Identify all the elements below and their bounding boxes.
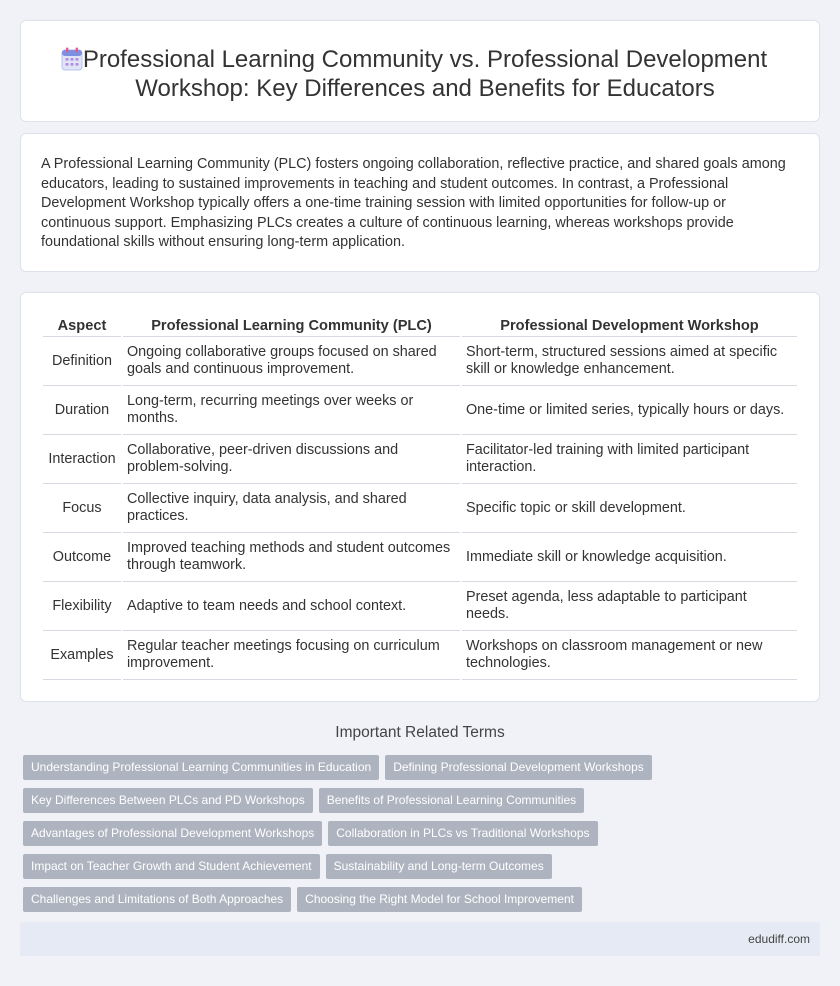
row-aspect: Flexibility (43, 582, 121, 631)
related-term-link[interactable]: Challenges and Limitations of Both Approaches (23, 887, 291, 912)
row-aspect: Definition (43, 337, 121, 386)
related-terms-title: Important Related Terms (335, 724, 505, 741)
row-aspect: Outcome (43, 533, 121, 582)
related-term-link[interactable]: Defining Professional Development Workshops (385, 755, 652, 780)
row-plc: Long-term, recurring meetings over weeks or months. (123, 386, 460, 435)
page-title: Professional Learning Community vs. Professional Development Workshop: Key Differences and Benefits for Educators (82, 46, 768, 102)
table-row (43, 484, 797, 533)
row-aspect: Focus (43, 484, 121, 533)
row-plc: Collective inquiry, data analysis, and shared practices. (123, 484, 460, 533)
related-term-link[interactable]: Collaboration in PLCs vs Traditional Workshops (328, 821, 597, 846)
table-row (43, 435, 797, 484)
comparison-table (41, 315, 799, 680)
footer-site-link[interactable]: edudiff.com (748, 932, 810, 946)
intro-paragraph: A Professional Learning Community (PLC) fosters ongoing collaboration, reflective practice, and shared goals among educators, leading to sustained improvements in teaching and student outcomes. In contrast, a Professional Development Workshop typically offers a one-time training session with limited opportunities for follow-up or continuous support. Emphasizing PLCs creates a culture of continuous learning, whereas workshops provide foundational skills without ensuring long-term application. (41, 156, 786, 251)
related-term-link[interactable]: Understanding Professional Learning Communities in Education (23, 755, 379, 780)
related-term-link[interactable]: Choosing the Right Model for School Improvement (297, 887, 582, 912)
comparison-table-card (20, 292, 820, 702)
title-wrap (61, 45, 779, 103)
related-term-link[interactable]: Advantages of Professional Development Workshops (23, 821, 322, 846)
row-pdw: Specific topic or skill development. (462, 484, 797, 533)
header-aspect: Aspect (43, 315, 121, 337)
row-pdw: Short-term, structured sessions aimed at specific skill or knowledge enhancement. (462, 337, 797, 386)
row-aspect: Interaction (43, 435, 121, 484)
footer (20, 922, 820, 956)
row-aspect: Examples (43, 631, 121, 680)
calendar-icon (61, 47, 83, 71)
row-pdw: Preset agenda, less adaptable to participant needs. (462, 582, 797, 631)
row-plc: Collaborative, peer-driven discussions and problem-solving. (123, 435, 460, 484)
row-pdw: One-time or limited series, typically hours or days. (462, 386, 797, 435)
related-term-link[interactable]: Sustainability and Long-term Outcomes (326, 854, 552, 879)
header-plc: Professional Learning Community (PLC) (123, 315, 460, 337)
related-term-link[interactable]: Key Differences Between PLCs and PD Workshops (23, 788, 313, 813)
row-plc: Ongoing collaborative groups focused on shared goals and continuous improvement. (123, 337, 460, 386)
row-aspect: Duration (43, 386, 121, 435)
table-header-row (43, 315, 797, 337)
table-row (43, 533, 797, 582)
table-row (43, 386, 797, 435)
row-plc: Regular teacher meetings focusing on curriculum improvement. (123, 631, 460, 680)
header-pdw: Professional Development Workshop (462, 315, 797, 337)
table-row (43, 337, 797, 386)
row-pdw: Facilitator-led training with limited participant interaction. (462, 435, 797, 484)
header-card (20, 20, 820, 122)
row-pdw: Workshops on classroom management or new technologies. (462, 631, 797, 680)
row-pdw: Immediate skill or knowledge acquisition. (462, 533, 797, 582)
table-row (43, 582, 797, 631)
table-row (43, 631, 797, 680)
related-term-link[interactable]: Benefits of Professional Learning Communities (319, 788, 584, 813)
related-term-link[interactable]: Impact on Teacher Growth and Student Achievement (23, 854, 320, 879)
intro-card (20, 133, 820, 272)
row-plc: Adaptive to team needs and school context. (123, 582, 460, 631)
row-plc: Improved teaching methods and student outcomes through teamwork. (123, 533, 460, 582)
related-terms-list (23, 755, 823, 912)
